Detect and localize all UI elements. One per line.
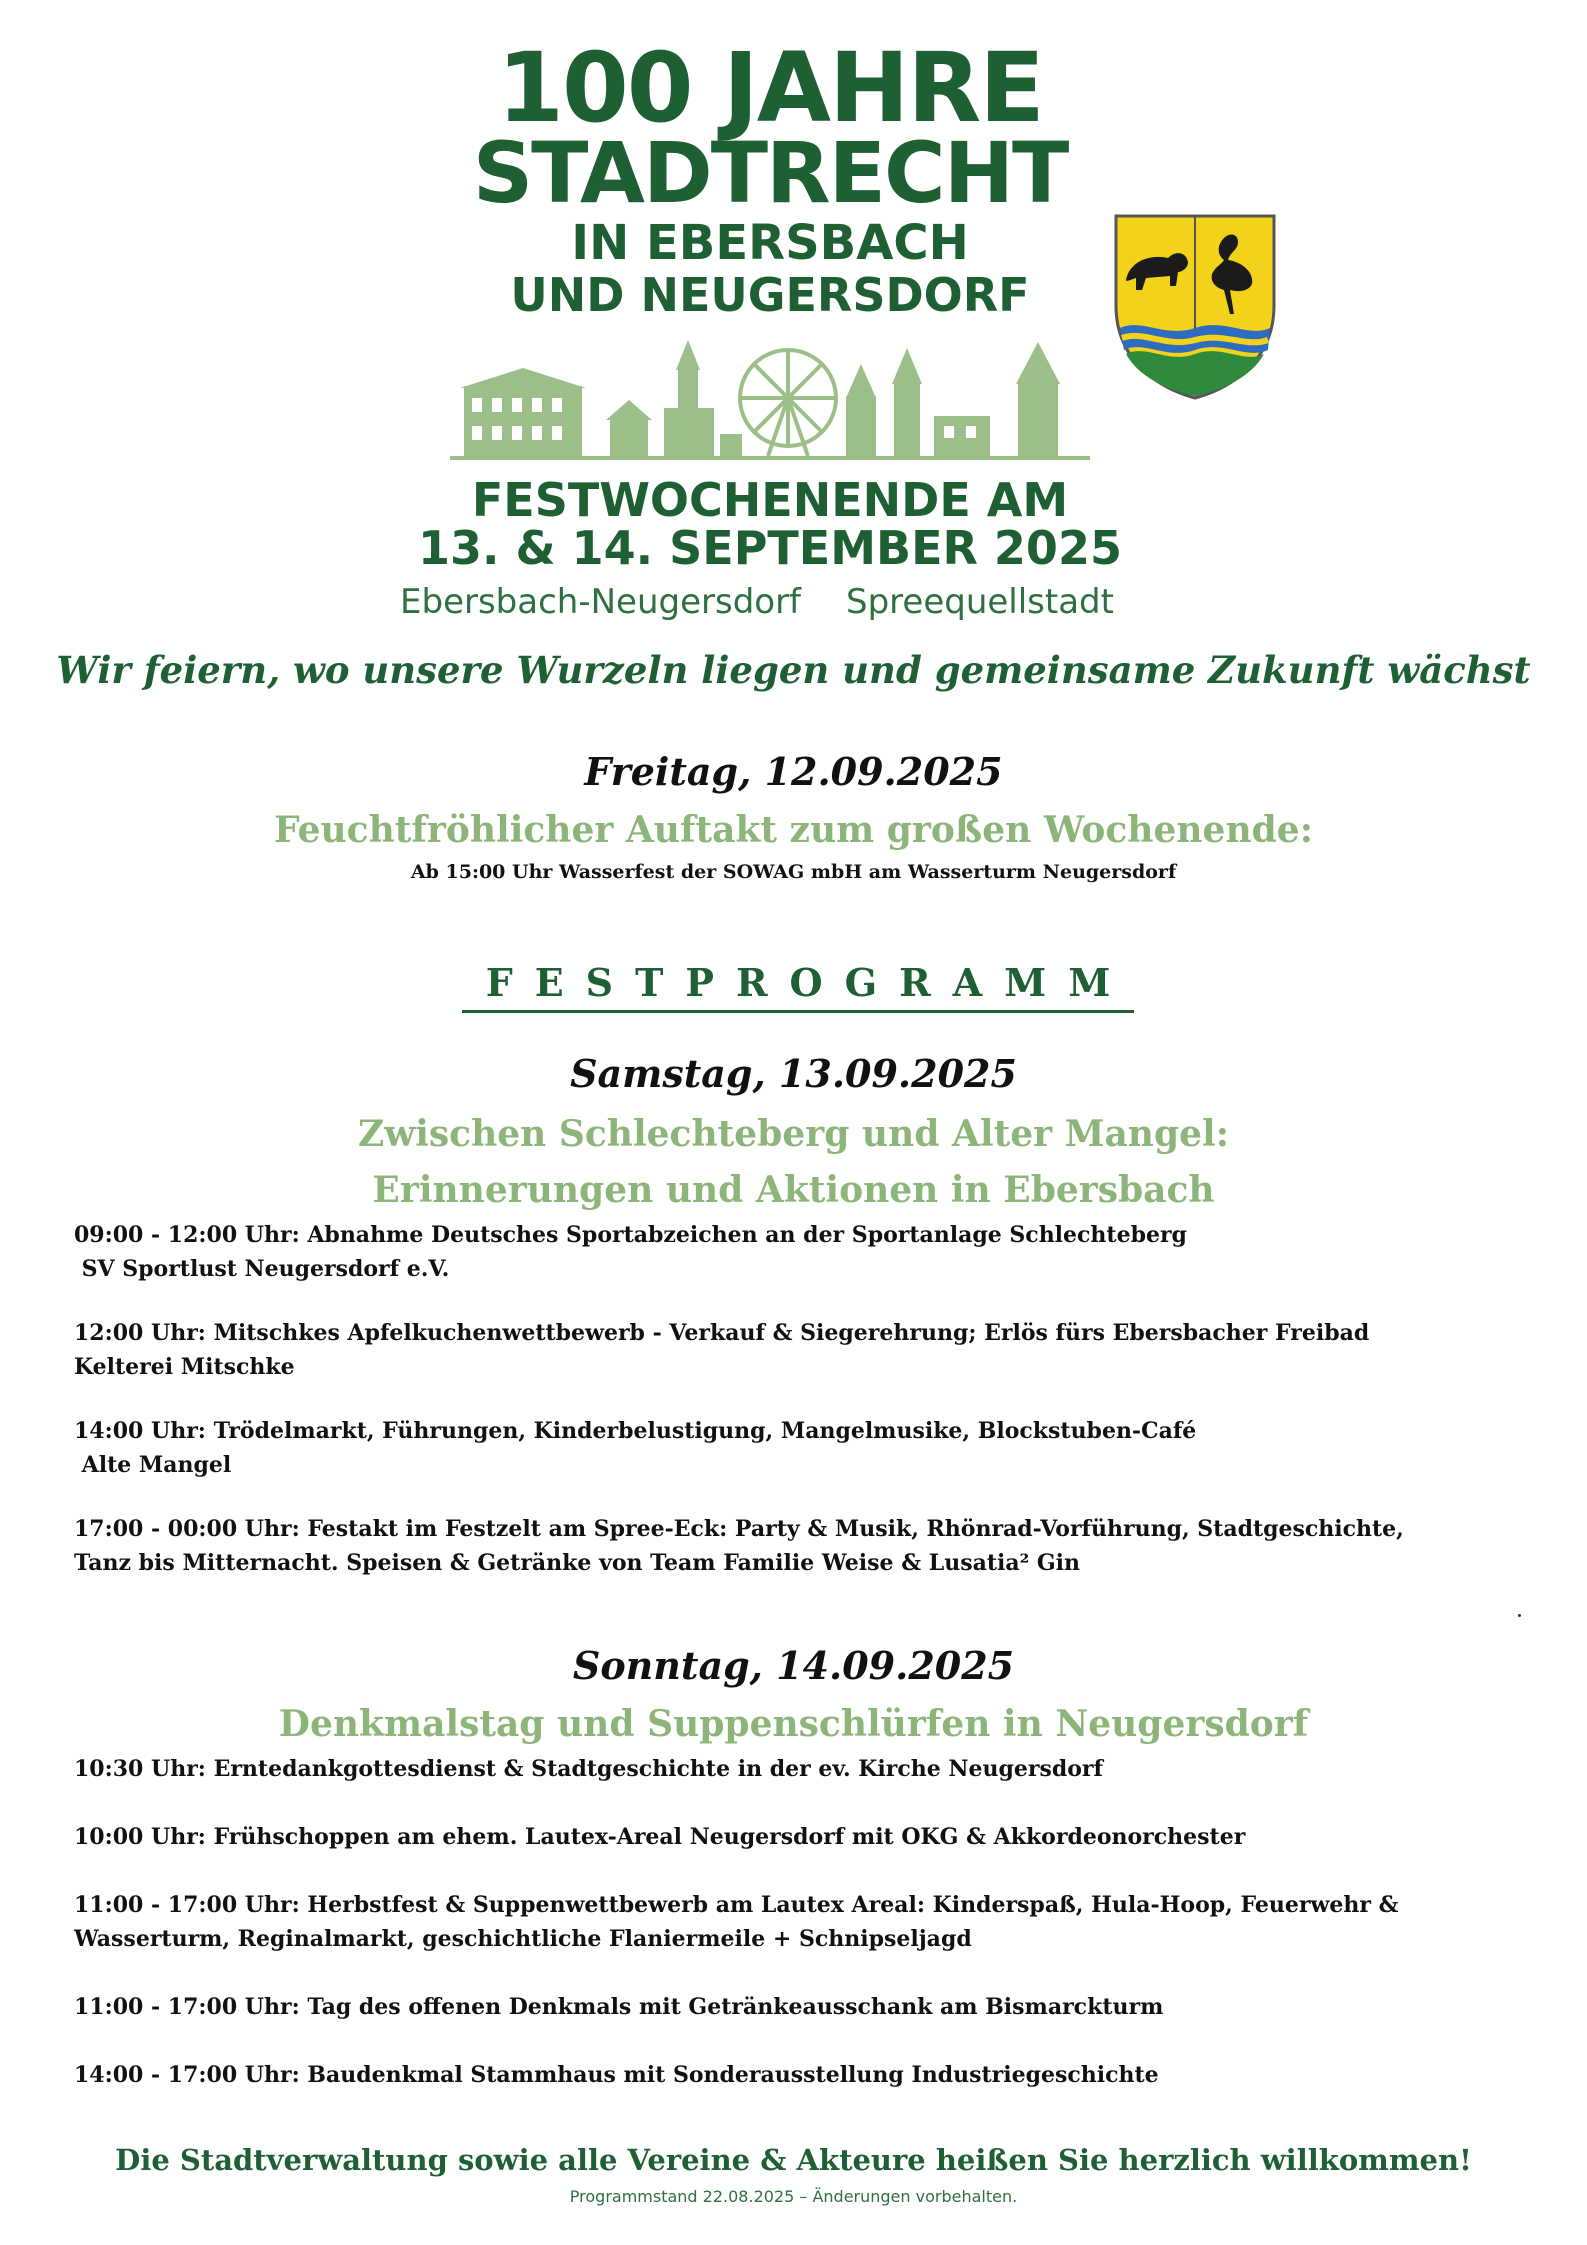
- friday-headline: Feuchtfröhlicher Auftakt zum großen Wochenende:: [273, 809, 1313, 851]
- sunday-program-item: [74, 1752, 1534, 1786]
- program-item-location: Wasserturm, Reginalmarkt, geschichtliche Flaniermeile + Schnipseljagd: [74, 1926, 972, 1952]
- sunday-program-item: [74, 2058, 1534, 2092]
- coat-of-arms-icon: [1112, 210, 1278, 400]
- program-item-text: 14:00 Uhr: Trödelmarkt, Führungen, Kinderbelustigung, Mangelmusike, Blockstuben-Café: [74, 1418, 1197, 1444]
- program-item-location: Tanz bis Mitternacht. Speisen & Getränke von Team Familie Weise & Lusatia² Gin: [74, 1550, 1081, 1576]
- logo-city-name: Ebersbach-Neugersdorf: [400, 582, 802, 622]
- program-item-text: 14:00 - 17:00 Uhr: Baudenkmal Stammhaus mit Sonderausstellung Industriegeschichte: [74, 2062, 1159, 2088]
- logo-subtitle-line1: IN EBERSBACH: [571, 215, 969, 271]
- program-item-text: 10:30 Uhr: Erntedankgottesdienst & Stadtgeschichte in der ev. Kirche Neugersdorf: [74, 1756, 1103, 1782]
- festprogramm-heading: FESTPROGRAMM: [462, 956, 1134, 1013]
- logo-city-slogan: Spreequellstadt: [846, 582, 1114, 622]
- logo-subtitle-line2: UND NEUGERSDORF: [510, 268, 1030, 322]
- program-item-location: Kelterei Mitschke: [74, 1354, 295, 1380]
- program-status-note: Programmstand 22.08.2025 – Änderungen vorbehalten.: [569, 2187, 1018, 2206]
- stray-dot: [1518, 1614, 1521, 1617]
- sunday-program-item: [74, 1990, 1534, 2024]
- saturday-program-item: [74, 1414, 1534, 1482]
- program-item-text: 09:00 - 12:00 Uhr: Abnahme Deutsches Sportabzeichen an der Sportanlage Schlechteberg: [74, 1222, 1187, 1248]
- friday-date-heading: Freitag, 12.09.2025: [584, 749, 1003, 794]
- sunday-date-heading: Sonntag, 14.09.2025: [572, 1643, 1015, 1688]
- saturday-headline-line1: Zwischen Schlechteberg und Alter Mangel:: [357, 1113, 1230, 1155]
- program-item-text: 11:00 - 17:00 Uhr: Herbstfest & Suppenwettbewerb am Lautex Areal: Kinderspaß, Hula-Hoop, Feuerwehr &: [74, 1892, 1399, 1918]
- closing-welcome: Die Stadtverwaltung sowie alle Vereine & Akteure heißen Sie herzlich willkommen!: [115, 2143, 1472, 2177]
- sunday-program-item: [74, 1820, 1534, 1854]
- sunday-headline: Denkmalstag und Suppenschlürfen in Neugersdorf: [278, 1703, 1309, 1745]
- tagline: Wir feiern, wo unsere Wurzeln liegen und gemeinsame Zukunft wächst: [56, 648, 1531, 692]
- saturday-program-item: [74, 1316, 1534, 1384]
- city-skyline-illustration: [450, 338, 1090, 462]
- program-item-location: SV Sportlust Neugersdorf e.V.: [74, 1256, 450, 1282]
- program-item-text: 10:00 Uhr: Frühschoppen am ehem. Lautex-Areal Neugersdorf mit OKG & Akkordeonorchester: [74, 1824, 1246, 1850]
- program-item-location: Alte Mangel: [74, 1452, 232, 1478]
- saturday-program-item: [74, 1218, 1534, 1286]
- program-item-text: 12:00 Uhr: Mitschkes Apfelkuchenwettbewerb - Verkauf & Siegerehrung; Erlös fürs Ebersbacher Freibad: [74, 1320, 1370, 1346]
- logo-festival-line1: FESTWOCHENENDE AM: [471, 473, 1069, 527]
- program-item-text: 17:00 - 00:00 Uhr: Festakt im Festzelt am Spree-Eck: Party & Musik, Rhönrad-Vorführung, Stadtgeschichte,: [74, 1516, 1404, 1542]
- program-item-text: 11:00 - 17:00 Uhr: Tag des offenen Denkmals mit Getränkeausschank am Bismarckturm: [74, 1994, 1164, 2020]
- saturday-date-heading: Samstag, 13.09.2025: [570, 1051, 1017, 1096]
- logo-title-line2: STADTRECHT: [472, 124, 1068, 222]
- logo-title-line1: 100 JAHRE: [497, 32, 1043, 144]
- logo-festival-date: 13. & 14. SEPTEMBER 2025: [418, 521, 1122, 575]
- sunday-program-item: [74, 1888, 1534, 1956]
- saturday-program-item: [74, 1512, 1534, 1580]
- friday-detail: Ab 15:00 Uhr Wasserfest der SOWAG mbH am Wasserturm Neugersdorf: [410, 861, 1177, 883]
- saturday-headline-line2: Erinnerungen und Aktionen in Ebersbach: [372, 1169, 1215, 1211]
